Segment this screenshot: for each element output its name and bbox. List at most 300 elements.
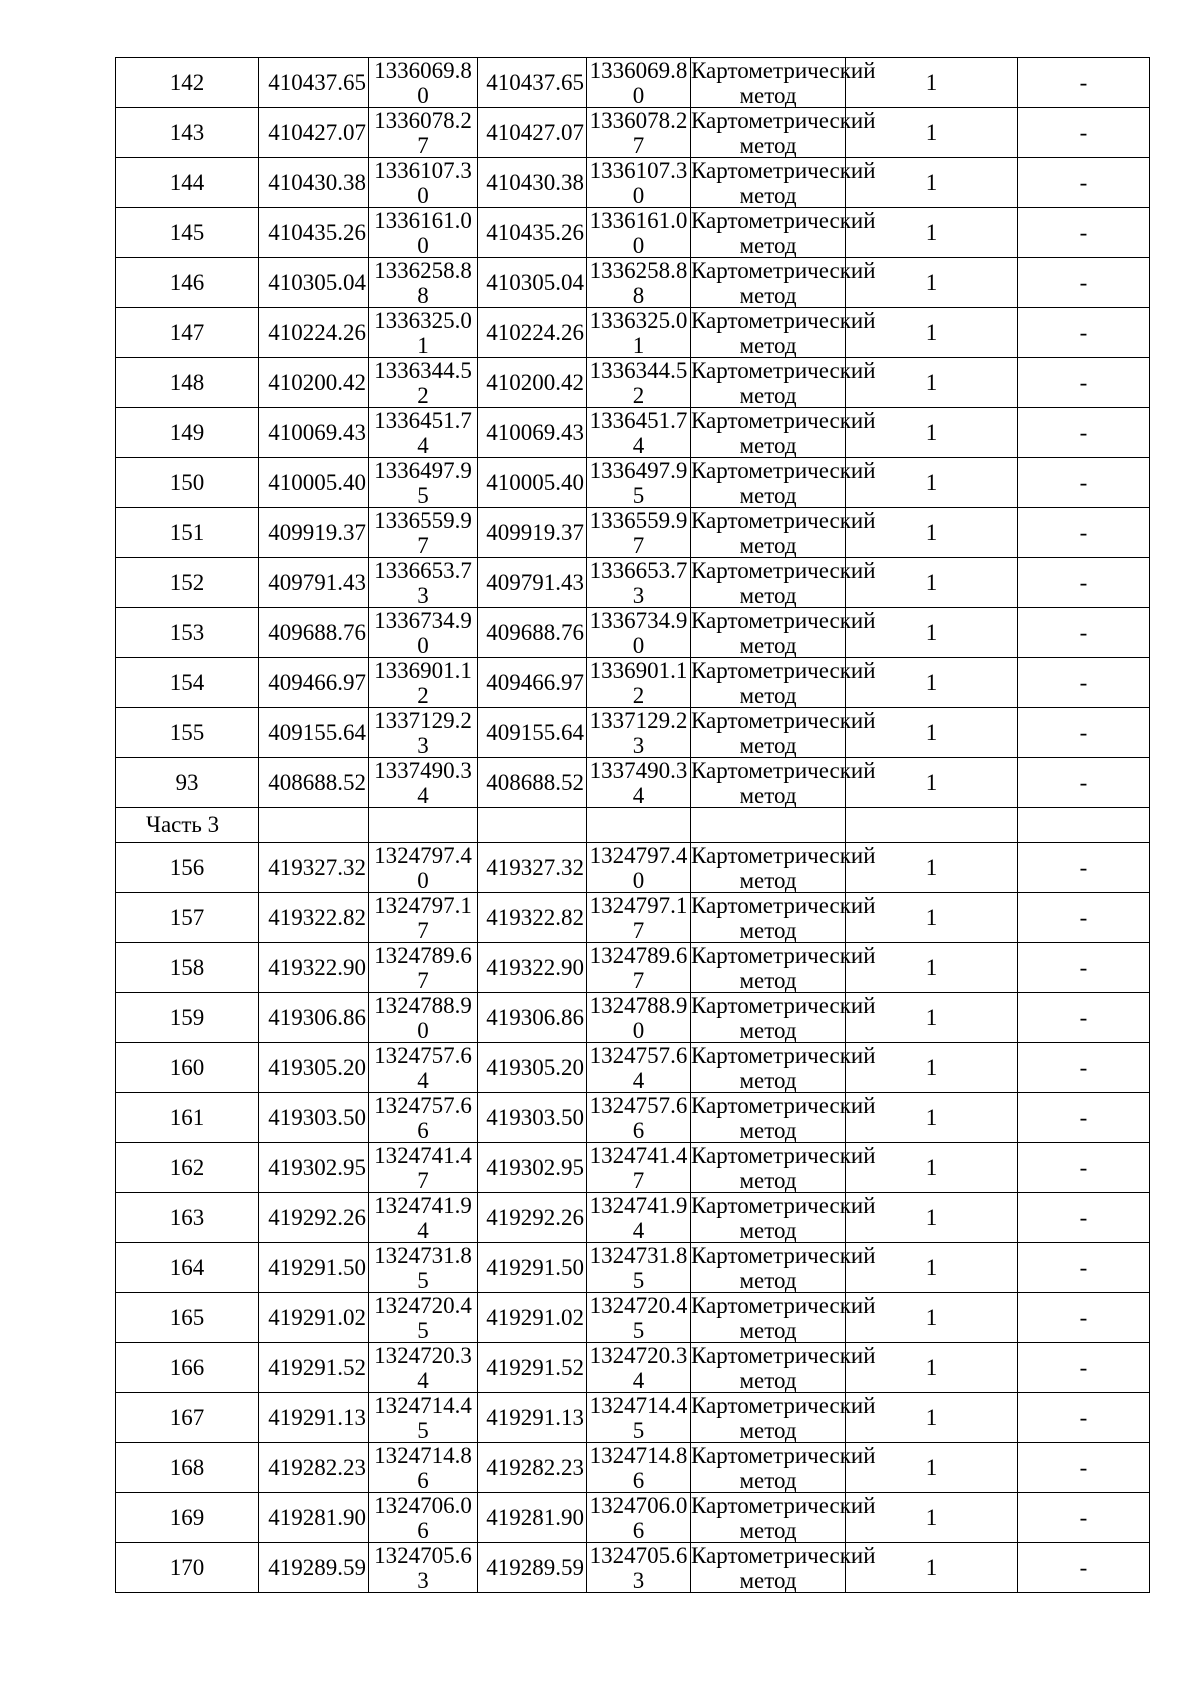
table-row (116, 408, 1150, 458)
x-coordinate-text: 419281.90 (268, 1504, 366, 1530)
method-text: Картометрический метод (691, 58, 876, 108)
description-text: - (1079, 954, 1088, 980)
point-number-cell (116, 658, 259, 708)
method-text: Картометрический метод (691, 558, 876, 608)
y-coordinate-cell (369, 1543, 478, 1593)
section-label: Часть 3 (116, 808, 259, 843)
accuracy-text: 1 (925, 1454, 938, 1480)
accuracy-text: 1 (925, 769, 938, 795)
description-cell (1018, 308, 1150, 358)
section-empty-cell (478, 808, 587, 843)
accuracy-text: 1 (925, 269, 938, 295)
x-coordinate-alt-text: 419305.20 (486, 1054, 584, 1080)
x-coordinate-text: 419282.23 (268, 1454, 366, 1480)
x-coordinate-alt-text: 410069.43 (486, 419, 584, 445)
y-coordinate-alt-cell (587, 1343, 691, 1393)
x-coordinate-alt-cell (478, 943, 587, 993)
y-coordinate-cell (369, 1243, 478, 1293)
accuracy-text: 1 (925, 1104, 938, 1130)
description-text: - (1079, 854, 1088, 880)
x-coordinate-alt-text: 419291.52 (486, 1354, 584, 1380)
x-coordinate-cell (259, 208, 369, 258)
point-number-text: 93 (175, 769, 199, 795)
x-coordinate-alt-cell (478, 558, 587, 608)
method-cell (691, 458, 876, 508)
accuracy-text: 1 (925, 1054, 938, 1080)
point-number-cell (116, 943, 259, 993)
method-text: Картометрический метод (691, 1193, 876, 1243)
y-coordinate-text: 1336653.73 (374, 558, 472, 608)
y-coordinate-alt-cell (587, 943, 691, 993)
y-coordinate-cell (369, 843, 478, 893)
accuracy-text: 1 (925, 219, 938, 245)
description-cell (1018, 1093, 1150, 1143)
y-coordinate-alt-cell (587, 258, 691, 308)
method-text: Картометрический метод (691, 993, 876, 1043)
y-coordinate-alt-text: 1336497.95 (589, 458, 688, 508)
y-coordinate-cell (369, 1043, 478, 1093)
y-coordinate-cell (369, 108, 478, 158)
x-coordinate-alt-cell (478, 1043, 587, 1093)
description-cell (1018, 1143, 1150, 1193)
y-coordinate-alt-cell (587, 1443, 691, 1493)
x-coordinate-alt-cell (478, 1193, 587, 1243)
description-cell (1018, 658, 1150, 708)
method-text: Картометрический метод (691, 1443, 876, 1493)
point-number-cell (116, 1193, 259, 1243)
table-row (116, 1093, 1150, 1143)
x-coordinate-cell (259, 108, 369, 158)
description-text: - (1079, 1004, 1088, 1030)
method-text: Картометрический метод (691, 1493, 876, 1543)
accuracy-text: 1 (925, 904, 938, 930)
y-coordinate-text: 1324789.67 (374, 943, 472, 993)
method-text: Картометрический метод (691, 408, 876, 458)
accuracy-text: 1 (925, 169, 938, 195)
method-cell (691, 358, 876, 408)
y-coordinate-cell (369, 408, 478, 458)
y-coordinate-text: 1336451.74 (374, 408, 472, 458)
x-coordinate-cell (259, 458, 369, 508)
method-text: Картометрический метод (691, 1243, 876, 1293)
x-coordinate-cell (259, 1343, 369, 1393)
y-coordinate-text: 1324757.66 (374, 1093, 472, 1143)
x-coordinate-text: 419306.86 (268, 1004, 366, 1030)
y-coordinate-cell (369, 1443, 478, 1493)
accuracy-text: 1 (925, 569, 938, 595)
y-coordinate-alt-cell (587, 993, 691, 1043)
table-row (116, 943, 1150, 993)
table-row (116, 1393, 1150, 1443)
y-coordinate-alt-cell (587, 1293, 691, 1343)
y-coordinate-text: 1324797.40 (374, 843, 472, 893)
description-cell (1018, 1293, 1150, 1343)
method-cell (691, 1243, 876, 1293)
point-number-cell (116, 758, 259, 808)
table-row (116, 1443, 1150, 1493)
description-cell (1018, 108, 1150, 158)
point-number-text: 149 (169, 419, 205, 445)
x-coordinate-text: 419291.13 (268, 1404, 366, 1430)
description-text: - (1079, 1454, 1088, 1480)
y-coordinate-alt-cell (587, 1093, 691, 1143)
method-text: Картометрический метод (691, 108, 876, 158)
point-number-cell (116, 158, 259, 208)
method-cell (691, 993, 876, 1043)
y-coordinate-alt-cell (587, 458, 691, 508)
x-coordinate-alt-text: 409466.97 (486, 669, 584, 695)
method-text: Картометрический метод (691, 258, 876, 308)
point-number-text: 142 (169, 69, 205, 95)
point-number-text: 167 (169, 1404, 205, 1430)
y-coordinate-cell (369, 208, 478, 258)
point-number-text: 150 (169, 469, 205, 495)
method-text: Картометрический метод (691, 1343, 876, 1393)
y-coordinate-alt-cell (587, 658, 691, 708)
y-coordinate-cell (369, 993, 478, 1043)
y-coordinate-alt-text: 1324705.63 (589, 1543, 688, 1593)
point-number-text: 155 (169, 719, 205, 745)
point-number-cell (116, 843, 259, 893)
method-text: Картометрический метод (691, 1043, 876, 1093)
y-coordinate-text: 1324714.86 (374, 1443, 472, 1493)
method-text: Картометрический метод (691, 1293, 876, 1343)
y-coordinate-alt-text: 1324720.34 (589, 1343, 688, 1393)
x-coordinate-text: 419291.02 (268, 1304, 366, 1330)
method-text: Картометрический метод (691, 758, 876, 808)
y-coordinate-alt-cell (587, 893, 691, 943)
table-row (116, 1493, 1150, 1543)
y-coordinate-text: 1336497.95 (374, 458, 472, 508)
x-coordinate-cell (259, 58, 369, 108)
table-row (116, 1243, 1150, 1293)
y-coordinate-alt-text: 1324789.67 (589, 943, 688, 993)
point-number-cell (116, 108, 259, 158)
table-row (116, 308, 1150, 358)
x-coordinate-alt-cell (478, 993, 587, 1043)
x-coordinate-text: 409919.37 (268, 519, 366, 545)
y-coordinate-cell (369, 1343, 478, 1393)
method-text: Картометрический метод (691, 1393, 876, 1443)
x-coordinate-text: 408688.52 (268, 769, 366, 795)
x-coordinate-alt-cell (478, 758, 587, 808)
table-row (116, 258, 1150, 308)
x-coordinate-alt-cell (478, 508, 587, 558)
coordinates-table (115, 57, 1150, 1593)
table-row (116, 558, 1150, 608)
point-number-text: 160 (169, 1054, 205, 1080)
description-text: - (1079, 1504, 1088, 1530)
description-text: - (1079, 1204, 1088, 1230)
x-coordinate-alt-cell (478, 608, 587, 658)
point-number-text: 166 (169, 1354, 205, 1380)
y-coordinate-text: 1337490.34 (374, 758, 472, 808)
method-cell (691, 1393, 876, 1443)
x-coordinate-text: 419322.82 (268, 904, 366, 930)
method-text: Картометрический метод (691, 943, 876, 993)
x-coordinate-alt-cell (478, 843, 587, 893)
accuracy-text: 1 (925, 1154, 938, 1180)
y-coordinate-alt-cell (587, 308, 691, 358)
section-empty-cell (846, 808, 1018, 843)
x-coordinate-alt-text: 419291.02 (486, 1304, 584, 1330)
accuracy-text: 1 (925, 69, 938, 95)
y-coordinate-alt-text: 1324757.64 (589, 1043, 688, 1093)
table-row (116, 1343, 1150, 1393)
x-coordinate-alt-text: 419291.50 (486, 1254, 584, 1280)
point-number-cell (116, 1043, 259, 1093)
description-text: - (1079, 369, 1088, 395)
accuracy-text: 1 (925, 469, 938, 495)
x-coordinate-text: 419303.50 (268, 1104, 366, 1130)
point-number-text: 144 (169, 169, 205, 195)
point-number-text: 154 (169, 669, 205, 695)
y-coordinate-text: 1324797.17 (374, 893, 472, 943)
x-coordinate-alt-cell (478, 1143, 587, 1193)
x-coordinate-cell (259, 1043, 369, 1093)
table-row (116, 993, 1150, 1043)
description-cell (1018, 1493, 1150, 1543)
point-number-cell (116, 408, 259, 458)
y-coordinate-alt-text: 1336258.88 (589, 258, 688, 308)
method-text: Картометрический метод (691, 1143, 876, 1193)
description-text: - (1079, 904, 1088, 930)
method-cell (691, 208, 876, 258)
description-text: - (1079, 1304, 1088, 1330)
x-coordinate-cell (259, 358, 369, 408)
method-cell (691, 608, 876, 658)
y-coordinate-alt-text: 1336734.90 (589, 608, 688, 658)
x-coordinate-alt-text: 409791.43 (486, 569, 584, 595)
x-coordinate-cell (259, 1493, 369, 1543)
method-text: Картометрический метод (691, 208, 876, 258)
accuracy-text: 1 (925, 854, 938, 880)
table-row (116, 158, 1150, 208)
x-coordinate-alt-text: 419306.86 (486, 1004, 584, 1030)
x-coordinate-alt-text: 410305.04 (486, 269, 584, 295)
method-cell (691, 108, 876, 158)
point-number-cell (116, 993, 259, 1043)
x-coordinate-cell (259, 1543, 369, 1593)
point-number-cell (116, 358, 259, 408)
y-coordinate-alt-text: 1336161.00 (589, 208, 688, 258)
accuracy-text: 1 (925, 1204, 938, 1230)
y-coordinate-text: 1336069.80 (374, 58, 472, 108)
description-cell (1018, 208, 1150, 258)
table-row (116, 1043, 1150, 1093)
y-coordinate-cell (369, 943, 478, 993)
accuracy-text: 1 (925, 669, 938, 695)
description-cell (1018, 58, 1150, 108)
section-empty-cell (691, 808, 846, 843)
y-coordinate-alt-text: 1324720.45 (589, 1293, 688, 1343)
table-row (116, 1293, 1150, 1343)
x-coordinate-alt-text: 410224.26 (486, 319, 584, 345)
y-coordinate-alt-cell (587, 208, 691, 258)
x-coordinate-alt-cell (478, 158, 587, 208)
method-cell (691, 843, 876, 893)
y-coordinate-alt-text: 1336451.74 (589, 408, 688, 458)
x-coordinate-alt-text: 419302.95 (486, 1154, 584, 1180)
y-coordinate-alt-cell (587, 708, 691, 758)
x-coordinate-alt-cell (478, 1343, 587, 1393)
point-number-cell (116, 1293, 259, 1343)
y-coordinate-text: 1324720.45 (374, 1293, 472, 1343)
x-coordinate-text: 410224.26 (268, 319, 366, 345)
y-coordinate-alt-text: 1336901.12 (589, 658, 688, 708)
y-coordinate-alt-text: 1324714.86 (589, 1443, 688, 1493)
x-coordinate-text: 419289.59 (268, 1554, 366, 1580)
x-coordinate-alt-text: 419322.82 (486, 904, 584, 930)
x-coordinate-alt-cell (478, 1493, 587, 1543)
x-coordinate-cell (259, 1293, 369, 1343)
y-coordinate-cell (369, 1293, 478, 1343)
description-cell (1018, 1343, 1150, 1393)
section-empty-cell (369, 808, 478, 843)
point-number-cell (116, 58, 259, 108)
description-cell (1018, 893, 1150, 943)
point-number-cell (116, 1243, 259, 1293)
x-coordinate-alt-cell (478, 658, 587, 708)
y-coordinate-text: 1336258.88 (374, 258, 472, 308)
point-number-cell (116, 508, 259, 558)
point-number-cell (116, 308, 259, 358)
y-coordinate-text: 1324731.85 (374, 1243, 472, 1293)
x-coordinate-text: 419302.95 (268, 1154, 366, 1180)
y-coordinate-alt-cell (587, 758, 691, 808)
accuracy-text: 1 (925, 1554, 938, 1580)
method-text: Картометрический метод (691, 458, 876, 508)
y-coordinate-text: 1324757.64 (374, 1043, 472, 1093)
x-coordinate-cell (259, 1393, 369, 1443)
method-cell (691, 1443, 876, 1493)
x-coordinate-cell (259, 558, 369, 608)
x-coordinate-text: 410430.38 (268, 169, 366, 195)
y-coordinate-alt-cell (587, 1193, 691, 1243)
description-cell (1018, 508, 1150, 558)
x-coordinate-text: 409155.64 (268, 719, 366, 745)
x-coordinate-alt-cell (478, 108, 587, 158)
table-row (116, 508, 1150, 558)
method-cell (691, 1293, 876, 1343)
point-number-cell (116, 1093, 259, 1143)
description-text: - (1079, 119, 1088, 145)
description-text: - (1079, 519, 1088, 545)
method-text: Картометрический метод (691, 608, 876, 658)
table-row (116, 1543, 1150, 1593)
point-number-text: 168 (169, 1454, 205, 1480)
method-text: Картометрический метод (691, 308, 876, 358)
method-cell (691, 58, 876, 108)
method-cell (691, 708, 876, 758)
y-coordinate-text: 1336734.90 (374, 608, 472, 658)
method-cell (691, 658, 876, 708)
accuracy-text: 1 (925, 1354, 938, 1380)
x-coordinate-text: 419291.52 (268, 1354, 366, 1380)
x-coordinate-text: 419291.50 (268, 1254, 366, 1280)
x-coordinate-text: 410200.42 (268, 369, 366, 395)
x-coordinate-text: 409688.76 (268, 619, 366, 645)
description-cell (1018, 1193, 1150, 1243)
x-coordinate-text: 410305.04 (268, 269, 366, 295)
x-coordinate-alt-cell (478, 708, 587, 758)
point-number-cell (116, 258, 259, 308)
method-text: Картометрический метод (691, 893, 876, 943)
y-coordinate-alt-cell (587, 1043, 691, 1093)
x-coordinate-alt-cell (478, 1543, 587, 1593)
x-coordinate-alt-cell (478, 408, 587, 458)
y-coordinate-alt-cell (587, 1143, 691, 1193)
y-coordinate-alt-cell (587, 408, 691, 458)
method-cell (691, 308, 876, 358)
y-coordinate-alt-text: 1324788.90 (589, 993, 688, 1043)
accuracy-text: 1 (925, 719, 938, 745)
x-coordinate-alt-cell (478, 458, 587, 508)
y-coordinate-alt-cell (587, 558, 691, 608)
y-coordinate-cell (369, 708, 478, 758)
description-text: - (1079, 219, 1088, 245)
point-number-cell (116, 1343, 259, 1393)
point-number-cell (116, 458, 259, 508)
description-text: - (1079, 1254, 1088, 1280)
y-coordinate-alt-cell (587, 358, 691, 408)
y-coordinate-cell (369, 508, 478, 558)
x-coordinate-cell (259, 893, 369, 943)
accuracy-text: 1 (925, 519, 938, 545)
x-coordinate-alt-text: 408688.52 (486, 769, 584, 795)
point-number-cell (116, 208, 259, 258)
description-text: - (1079, 269, 1088, 295)
x-coordinate-text: 410435.26 (268, 219, 366, 245)
x-coordinate-cell (259, 258, 369, 308)
point-number-cell (116, 1393, 259, 1443)
y-coordinate-text: 1336901.12 (374, 658, 472, 708)
x-coordinate-cell (259, 943, 369, 993)
y-coordinate-cell (369, 1493, 478, 1543)
y-coordinate-text: 1337129.23 (374, 708, 472, 758)
y-coordinate-alt-text: 1324797.40 (589, 843, 688, 893)
table-row (116, 108, 1150, 158)
x-coordinate-cell (259, 1193, 369, 1243)
section-empty-cell (1018, 808, 1150, 843)
y-coordinate-alt-cell (587, 1393, 691, 1443)
x-coordinate-alt-text: 419281.90 (486, 1504, 584, 1530)
x-coordinate-alt-text: 409155.64 (486, 719, 584, 745)
table-row (116, 58, 1150, 108)
x-coordinate-text: 419322.90 (268, 954, 366, 980)
y-coordinate-alt-text: 1336325.01 (589, 308, 688, 358)
y-coordinate-cell (369, 608, 478, 658)
point-number-text: 152 (169, 569, 205, 595)
y-coordinate-cell (369, 658, 478, 708)
x-coordinate-alt-text: 410435.26 (486, 219, 584, 245)
point-number-text: 156 (169, 854, 205, 880)
x-coordinate-alt-text: 410427.07 (486, 119, 584, 145)
table-row (116, 843, 1150, 893)
y-coordinate-alt-text: 1324731.85 (589, 1243, 688, 1293)
y-coordinate-text: 1324741.47 (374, 1143, 472, 1193)
table-row (116, 608, 1150, 658)
section-empty-cell (587, 808, 691, 843)
x-coordinate-cell (259, 408, 369, 458)
description-text: - (1079, 1104, 1088, 1130)
y-coordinate-text: 1324714.45 (374, 1393, 472, 1443)
y-coordinate-alt-text: 1337490.34 (589, 758, 688, 808)
y-coordinate-alt-cell (587, 843, 691, 893)
x-coordinate-alt-text: 419322.90 (486, 954, 584, 980)
y-coordinate-alt-cell (587, 1543, 691, 1593)
description-text: - (1079, 319, 1088, 345)
